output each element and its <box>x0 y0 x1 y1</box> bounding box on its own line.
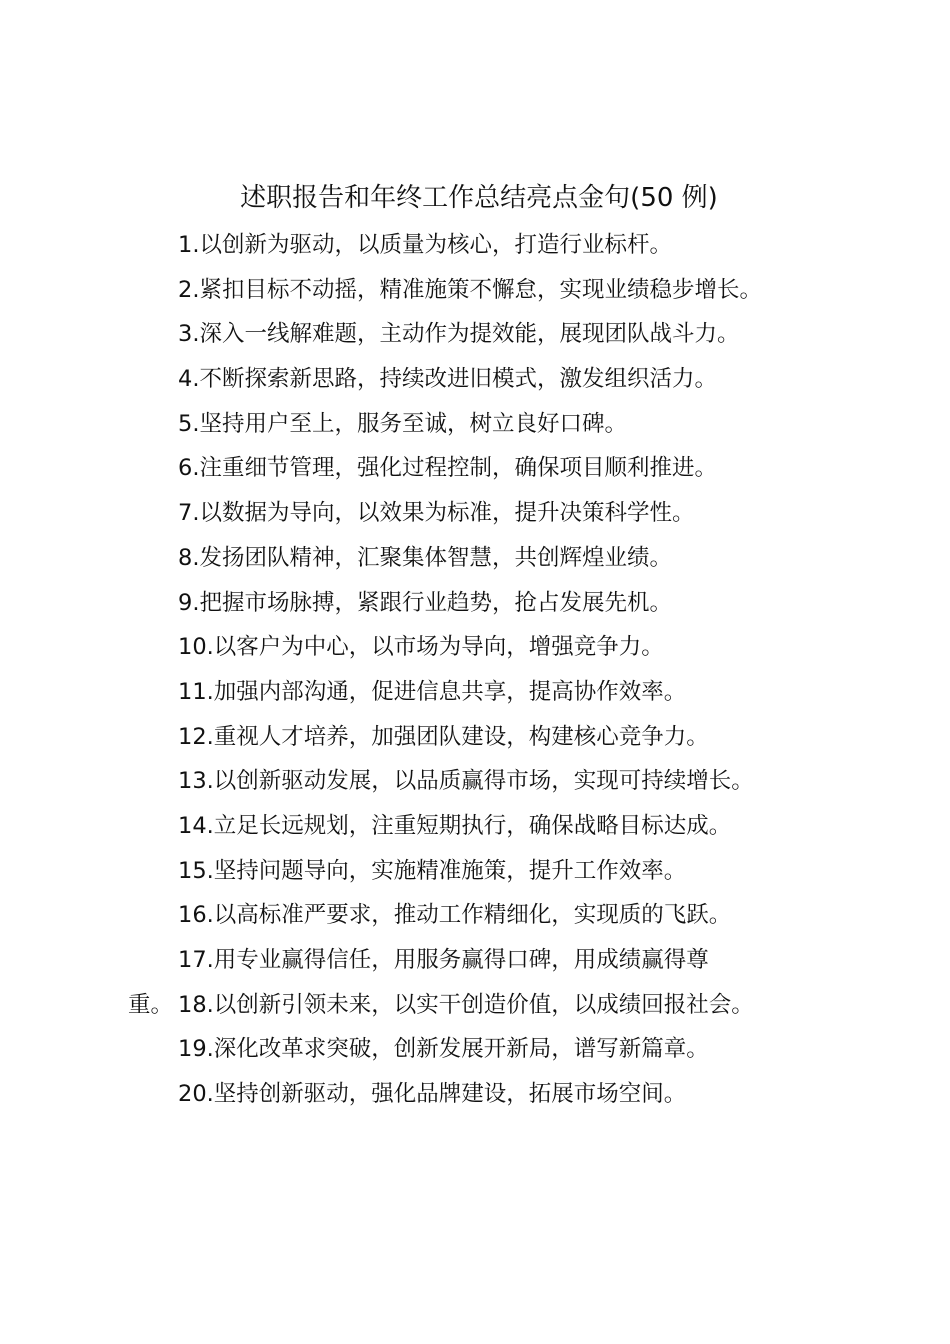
quote-item <box>0 361 950 406</box>
quote-item <box>0 987 950 1032</box>
quote-item <box>0 719 950 764</box>
quote-list <box>0 227 950 1121</box>
quote-text: 5.坚持用户至上，服务至诚，树立良好口碑。 <box>178 410 627 437</box>
quote-text: 6.注重细节管理，强化过程控制，确保项目顺利推进。 <box>178 455 717 482</box>
quote-text: 8.发扬团队精神，汇聚集体智慧，共创辉煌业绩。 <box>178 544 672 571</box>
quote-text: 4.不断探索新思路，持续改进旧模式，激发组织活力。 <box>178 366 717 393</box>
quote-text: 18.以创新引领未来，以实干创造价值，以成绩回报社会。 <box>178 991 754 1018</box>
quote-text: 20.坚持创新驱动，强化品牌建设，拓展市场空间。 <box>178 1081 687 1108</box>
quote-item <box>0 495 950 540</box>
quote-item <box>0 272 950 317</box>
quote-item <box>0 763 950 808</box>
quote-text: 10.以客户为中心，以市场为导向，增强竞争力。 <box>178 634 664 661</box>
quote-item <box>0 674 950 719</box>
quote-text: 1.以创新为驱动，以质量为核心，打造行业标杆。 <box>178 232 672 258</box>
quote-item <box>0 540 950 585</box>
quote-item <box>0 853 950 898</box>
quote-text: 11.加强内部沟通，促进信息共享，提高协作效率。 <box>178 678 687 705</box>
quote-text: 17.用专业赢得信任，用服务赢得口碑，用成绩赢得尊 <box>178 947 709 973</box>
quote-text: 14.立足长远规划，注重短期执行，确保战略目标达成。 <box>178 812 732 839</box>
quote-item <box>0 450 950 495</box>
quote-item <box>0 1076 950 1121</box>
quote-item <box>0 1031 950 1076</box>
quote-item <box>0 629 950 674</box>
quote-item <box>0 808 950 853</box>
quote-text: 19.深化改革求突破，创新发展开新局，谱写新篇章。 <box>178 1036 709 1063</box>
quote-item <box>0 585 950 630</box>
quote-item <box>0 406 950 451</box>
quote-item <box>0 316 950 361</box>
quote-item <box>0 897 950 942</box>
quote-text: 9.把握市场脉搏，紧跟行业趋势，抢占发展先机。 <box>178 589 672 616</box>
quote-text: 7.以数据为导向，以效果为标准，提升决策科学性。 <box>178 500 695 527</box>
quote-item <box>0 227 950 272</box>
quote-text: 12.重视人才培养，加强团队建设，构建核心竞争力。 <box>178 723 709 750</box>
quote-item <box>0 942 950 987</box>
document-title: 述职报告和年终工作总结亮点金句(50 例) <box>240 183 718 213</box>
quote-text: 3.深入一线解难题，主动作为提效能，展现团队战斗力。 <box>178 321 740 348</box>
wrapped-line-prefix: 重。 <box>128 991 174 1018</box>
quote-text: 13.以创新驱动发展，以品质赢得市场，实现可持续增长。 <box>178 768 754 795</box>
quote-text: 2.紧扣目标不动摇，精准施策不懈怠，实现业绩稳步增长。 <box>178 276 762 303</box>
quote-text: 16.以高标准严要求，推动工作精细化，实现质的飞跃。 <box>178 902 732 929</box>
quote-text: 15.坚持问题导向，实施精准施策，提升工作效率。 <box>178 857 687 884</box>
